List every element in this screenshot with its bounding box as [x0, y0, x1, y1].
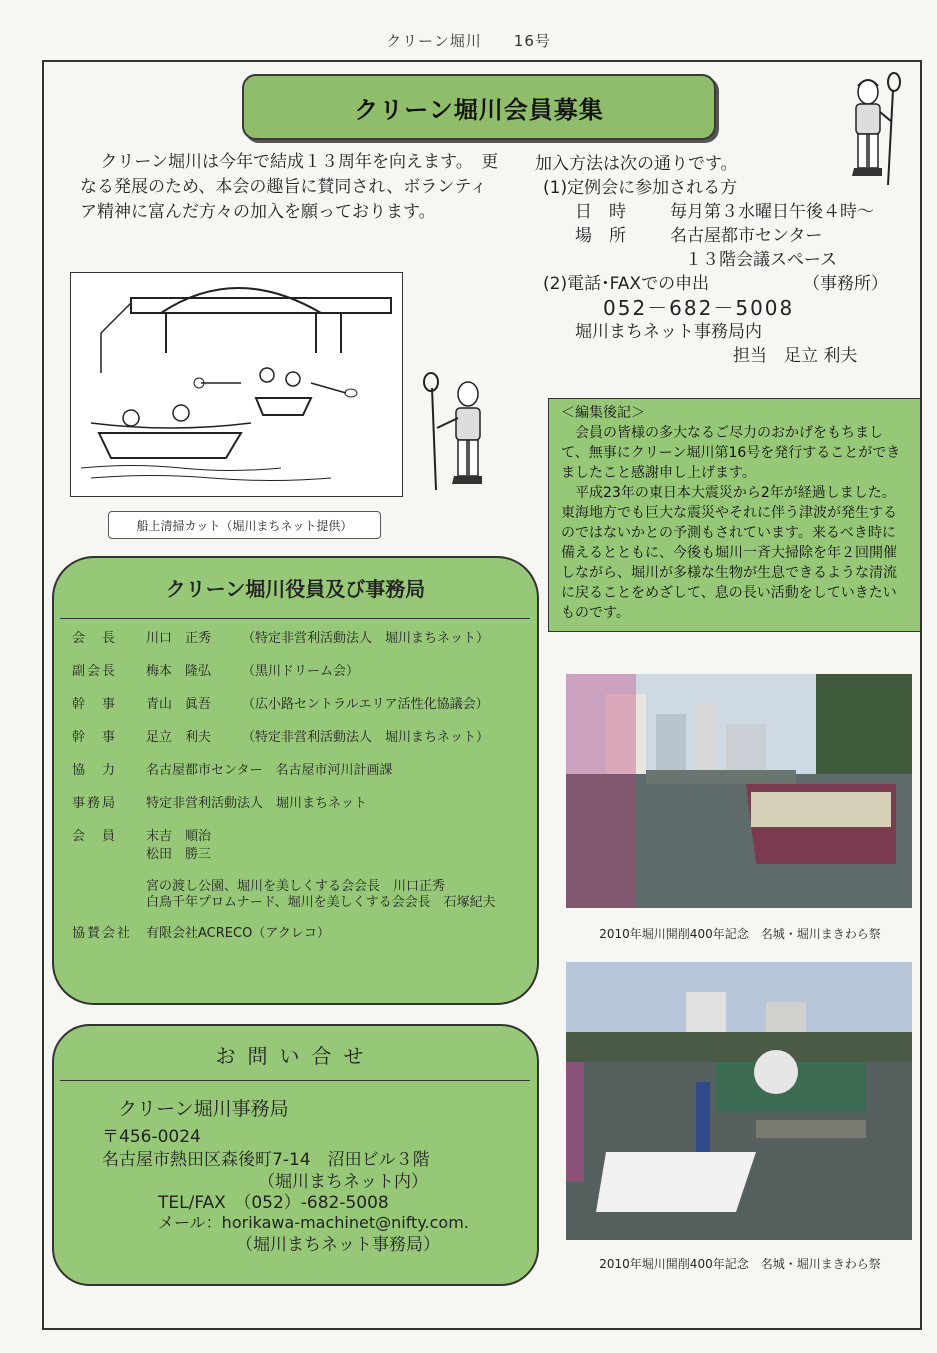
officers-title: クリーン堀川役員及び事務局 [165, 577, 426, 601]
place-label: 場 所 [575, 226, 626, 246]
office-name: 堀川まちネット事務局内 [575, 322, 762, 342]
officer-row: 副会長 梅本 隆弘 （黒川ドリーム会） [72, 664, 360, 679]
contact-email-note: （堀川まちネット事務局） [236, 1235, 440, 1255]
member-name: 宮の渡し公園、堀川を美しくする会会長 川口正秀 [146, 879, 446, 894]
join-item-1: (1)定例会に参加される方 [543, 178, 738, 198]
officer-row: 幹 事 青山 眞吾 （広小路セントラルエリア活性化協議会） [72, 697, 489, 712]
festival-photo-1 [566, 674, 912, 908]
place-value-2: １３階会議スペース [685, 250, 838, 270]
join-method [535, 152, 905, 368]
contact-email: メール：horikawa-machinet@nifty.com. [158, 1213, 469, 1232]
member-name: 松田 勝三 [146, 847, 212, 862]
contact-person: 担当 足立 利夫 [733, 346, 858, 366]
officer-row: 会 長 川口 正秀 （特定非営利活動法人 堀川まちネット） [72, 631, 490, 646]
mascot-with-net-icon [420, 372, 495, 494]
contact-address: 名古屋市熱田区森後町7-14 沼田ビル３階 [102, 1150, 430, 1170]
join-item-2: (2)電話･FAXでの申出 [543, 274, 710, 294]
date-label: 日 時 [575, 202, 626, 222]
join-lead: 加入方法は次の通りです。 [535, 154, 738, 174]
place-value: 名古屋都市センター [670, 226, 823, 246]
contact-tel: TEL/FAX （052）-682-5008 [158, 1193, 389, 1213]
page-header: クリーン堀川 16号 [386, 32, 551, 50]
contact-zip: 〒456-0024 [102, 1127, 201, 1147]
editors-note-p1: 会員の皆様の多大なるご尽力のおかげをもちまして、無事にクリーン堀川第16号を発行することができましたこと感謝申し上げます。 [561, 425, 901, 481]
photo-caption-1: 2010年堀川開削400年記念 名城・堀川まきわら祭 [599, 927, 881, 941]
sponsor-row: 協賛会社 有限会社ACRECO（アクレコ） [72, 926, 330, 941]
officer-row: 幹 事 足立 利夫 （特定非営利活動法人 堀川まちネット） [72, 730, 490, 745]
intro-text: クリーン堀川は今年で結成１３周年を向えます。 更なる発展のため、本会の趣旨に賛同され、ボランティア精神に富んだ方々の加入を願っております。 [80, 152, 499, 222]
officer-row: 協 力 名古屋都市センター 名古屋市河川計画課 [72, 763, 393, 778]
date-value: 毎月第３水曜日午後４時～ [670, 202, 874, 222]
officer-row: 事務局 特定非営利活動法人 堀川まちネット [72, 796, 368, 811]
contact-title: お問い合せ [215, 1044, 376, 1068]
contact-divider [60, 1080, 530, 1081]
cleanup-illustration [70, 272, 403, 497]
photo-caption-2: 2010年堀川開削400年記念 名城・堀川まきわら祭 [599, 1257, 881, 1271]
editors-note [548, 398, 921, 632]
editors-note-title: ＜編集後記＞ [561, 405, 645, 421]
editors-note-p2: 平成23年の東日本大震災から2年が経過しました。東海地方でも巨大な震災やそれに伴う津波が発生するのではないかとの予測もされています。来るべき時に備えるとともに、今後も堀川一斉大掃除を年２回開催しながら、堀川が多様な生物が生息できるような清流に戻ることをめざして、息の長い活動をしていきたいものです。 [561, 485, 897, 621]
contact-address-2: （堀川まちネット内） [258, 1172, 428, 1192]
phone-number: 052－682－5008 [603, 296, 795, 320]
officers-divider [60, 618, 530, 619]
illustration-caption: 船上清掃カット（堀川まちネット提供） [108, 511, 381, 539]
join-item-2-note: （事務所） [803, 274, 888, 294]
member-name: 白鳥千年プロムナード、堀川を美しくする会会長 石塚紀夫 [146, 895, 496, 910]
officer-row: 会 員 末吉 順治 [72, 829, 212, 844]
recruit-banner: クリーン堀川会員募集 [242, 74, 716, 140]
festival-photo-2 [566, 962, 912, 1240]
contact-org: クリーン堀川事務局 [118, 1098, 289, 1120]
boat-cleanup-drawing [71, 273, 403, 497]
